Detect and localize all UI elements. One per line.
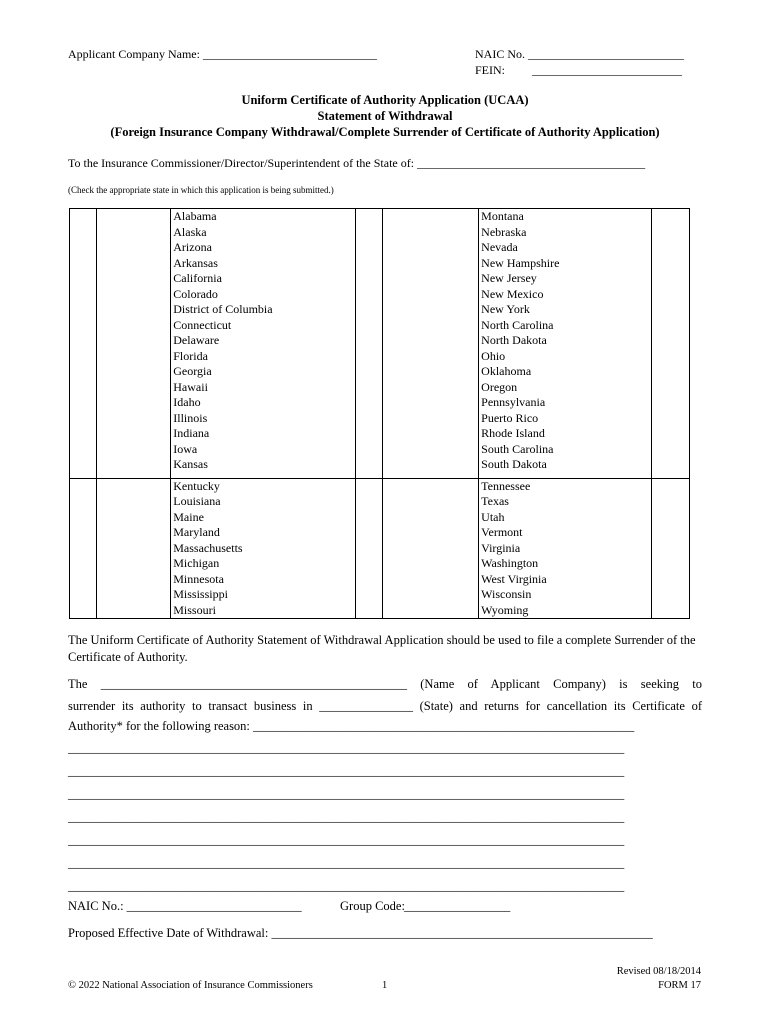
- state-label: Missouri: [173, 602, 216, 617]
- state-label: Louisiana: [173, 494, 221, 508]
- state-label: Nevada: [481, 240, 518, 254]
- applicant-company-name-field[interactable]: Applicant Company Name: _____________________________: [68, 47, 377, 61]
- state-group-right-2: [481, 479, 651, 619]
- state-label: Florida: [173, 348, 208, 363]
- copyright-notice: © 2022 National Association of Insurance Commissioners: [68, 980, 313, 991]
- state-label: Colorado: [173, 286, 218, 301]
- state-list-right: [479, 478, 652, 619]
- spacer-cell: [96, 209, 170, 479]
- state-checkbox-column-mid[interactable]: [356, 478, 383, 619]
- state-label: Kansas: [173, 457, 208, 471]
- state-group-left-2: [173, 479, 355, 619]
- state-label: New Hampshire: [481, 255, 560, 270]
- state-list-left: [171, 209, 356, 479]
- state-label: Rhode Island: [481, 426, 545, 440]
- state-label: Arizona: [173, 240, 212, 254]
- naic-number-field[interactable]: NAIC No. __________________________: [475, 47, 684, 61]
- intro-paragraph: The Uniform Certificate of Authority Statement of Withdrawal Application should be used to file a complete Surrender of the Certificate of Authority.: [68, 633, 696, 664]
- form-number: FORM 17: [658, 980, 701, 991]
- state-label: North Dakota: [481, 333, 547, 347]
- form-title: Uniform Certificate of Authority Application (UCAA): [241, 93, 529, 107]
- state-label: Kentucky: [173, 478, 220, 493]
- state-label: Nebraska: [481, 224, 527, 239]
- addressee-line[interactable]: To the Insurance Commissioner/Director/Superintendent of the State of: ______________________________________: [68, 156, 646, 170]
- state-label: Ohio: [481, 348, 506, 363]
- state-label: Minnesota: [173, 571, 224, 586]
- state-label: Alaska: [173, 224, 207, 239]
- state-label: Arkansas: [173, 255, 218, 270]
- state-label: North Carolina: [481, 317, 554, 332]
- state-label: West Virginia: [481, 571, 547, 586]
- state-label: Maine: [173, 509, 204, 524]
- form-subtitle: Statement of Withdrawal: [317, 109, 453, 123]
- state-checkbox-column-left[interactable]: [70, 209, 97, 479]
- reason-line[interactable]: _________________________________________________________________________________________: [68, 764, 625, 778]
- state-label: Delaware: [173, 333, 220, 347]
- state-label: Massachusetts: [173, 540, 243, 555]
- state-label: South Carolina: [481, 441, 554, 456]
- state-checkbox-column-left[interactable]: [70, 478, 97, 619]
- state-label: Michigan: [173, 556, 220, 570]
- state-label: Vermont: [481, 525, 523, 539]
- state-group-right-1: [481, 209, 651, 478]
- state-label: Texas: [481, 494, 509, 508]
- state-checkbox-column-right[interactable]: [651, 478, 689, 619]
- state-label: Idaho: [173, 395, 201, 409]
- statement-line-3[interactable]: Authority* for the following reason: _____________________________________________________________: [68, 719, 635, 733]
- check-note: (Check the appropriate state in which this application is being submitted.): [68, 185, 334, 195]
- state-label: Indiana: [173, 426, 210, 440]
- state-label: Illinois: [173, 410, 208, 425]
- revised-date: Revised 08/18/2014: [616, 966, 701, 977]
- reason-line[interactable]: _________________________________________________________________________________________: [68, 833, 625, 847]
- state-checkbox-column-mid[interactable]: [356, 209, 383, 479]
- state-label: Wyoming: [481, 602, 529, 617]
- reason-line[interactable]: _________________________________________________________________________________________: [68, 810, 625, 824]
- group-code-field[interactable]: _________________: [404, 899, 511, 913]
- state-label: Washington: [481, 556, 539, 570]
- fein-label: FEIN:: [475, 63, 505, 77]
- state-label: District of Columbia: [173, 302, 273, 316]
- group-code-label: Group Code:: [340, 899, 405, 913]
- reason-line[interactable]: _________________________________________________________________________________________: [68, 787, 625, 801]
- reason-line[interactable]: _________________________________________________________________________________________: [68, 741, 625, 755]
- state-selection-table: [69, 208, 690, 619]
- state-label: New Jersey: [481, 271, 537, 285]
- state-label: Georgia: [173, 364, 212, 378]
- state-label: Connecticut: [173, 317, 232, 332]
- state-label: Pennsylvania: [481, 395, 546, 409]
- page-number: 1: [382, 980, 388, 991]
- statement-line-2[interactable]: surrender its authority to transact business in _______________ (State) and returns for cancellation its Certificate of: [68, 699, 702, 713]
- state-label: Virginia: [481, 540, 521, 555]
- state-label: Utah: [481, 509, 505, 524]
- state-label: California: [173, 271, 222, 285]
- naic-no-field[interactable]: NAIC No.: ____________________________: [68, 899, 302, 913]
- state-list-right: [479, 209, 652, 479]
- spacer-cell: [383, 478, 479, 619]
- state-label: Tennessee: [481, 478, 531, 493]
- state-label: New Mexico: [481, 286, 544, 301]
- state-label: Oklahoma: [481, 364, 532, 378]
- state-label: New York: [481, 302, 530, 316]
- spacer-cell: [96, 478, 170, 619]
- state-label: Maryland: [173, 525, 220, 539]
- state-label: Iowa: [173, 441, 198, 456]
- state-label: Wisconsin: [481, 587, 532, 601]
- state-label: Alabama: [173, 209, 217, 223]
- effective-date-field[interactable]: Proposed Effective Date of Withdrawal: _____________________________________________________________: [68, 926, 653, 940]
- state-label: Hawaii: [173, 379, 208, 394]
- reason-line[interactable]: _________________________________________________________________________________________: [68, 856, 625, 870]
- state-label: Montana: [481, 209, 524, 223]
- statement-line-1[interactable]: The _________________________________________________ (Name of Applicant Company) is seeking to: [68, 677, 702, 691]
- state-list-left: [171, 478, 356, 619]
- state-label: Puerto Rico: [481, 410, 539, 425]
- fein-field[interactable]: _________________________: [532, 63, 682, 77]
- spacer-cell: [383, 209, 479, 479]
- state-group-left-1: [173, 209, 355, 478]
- form-description: (Foreign Insurance Company Withdrawal/Complete Surrender of Certificate of Authority Application): [110, 125, 660, 139]
- state-checkbox-column-right[interactable]: [651, 209, 689, 479]
- reason-line[interactable]: _________________________________________________________________________________________: [68, 879, 625, 893]
- state-label: South Dakota: [481, 457, 547, 471]
- state-label: Mississippi: [173, 587, 228, 601]
- state-label: Oregon: [481, 379, 518, 394]
